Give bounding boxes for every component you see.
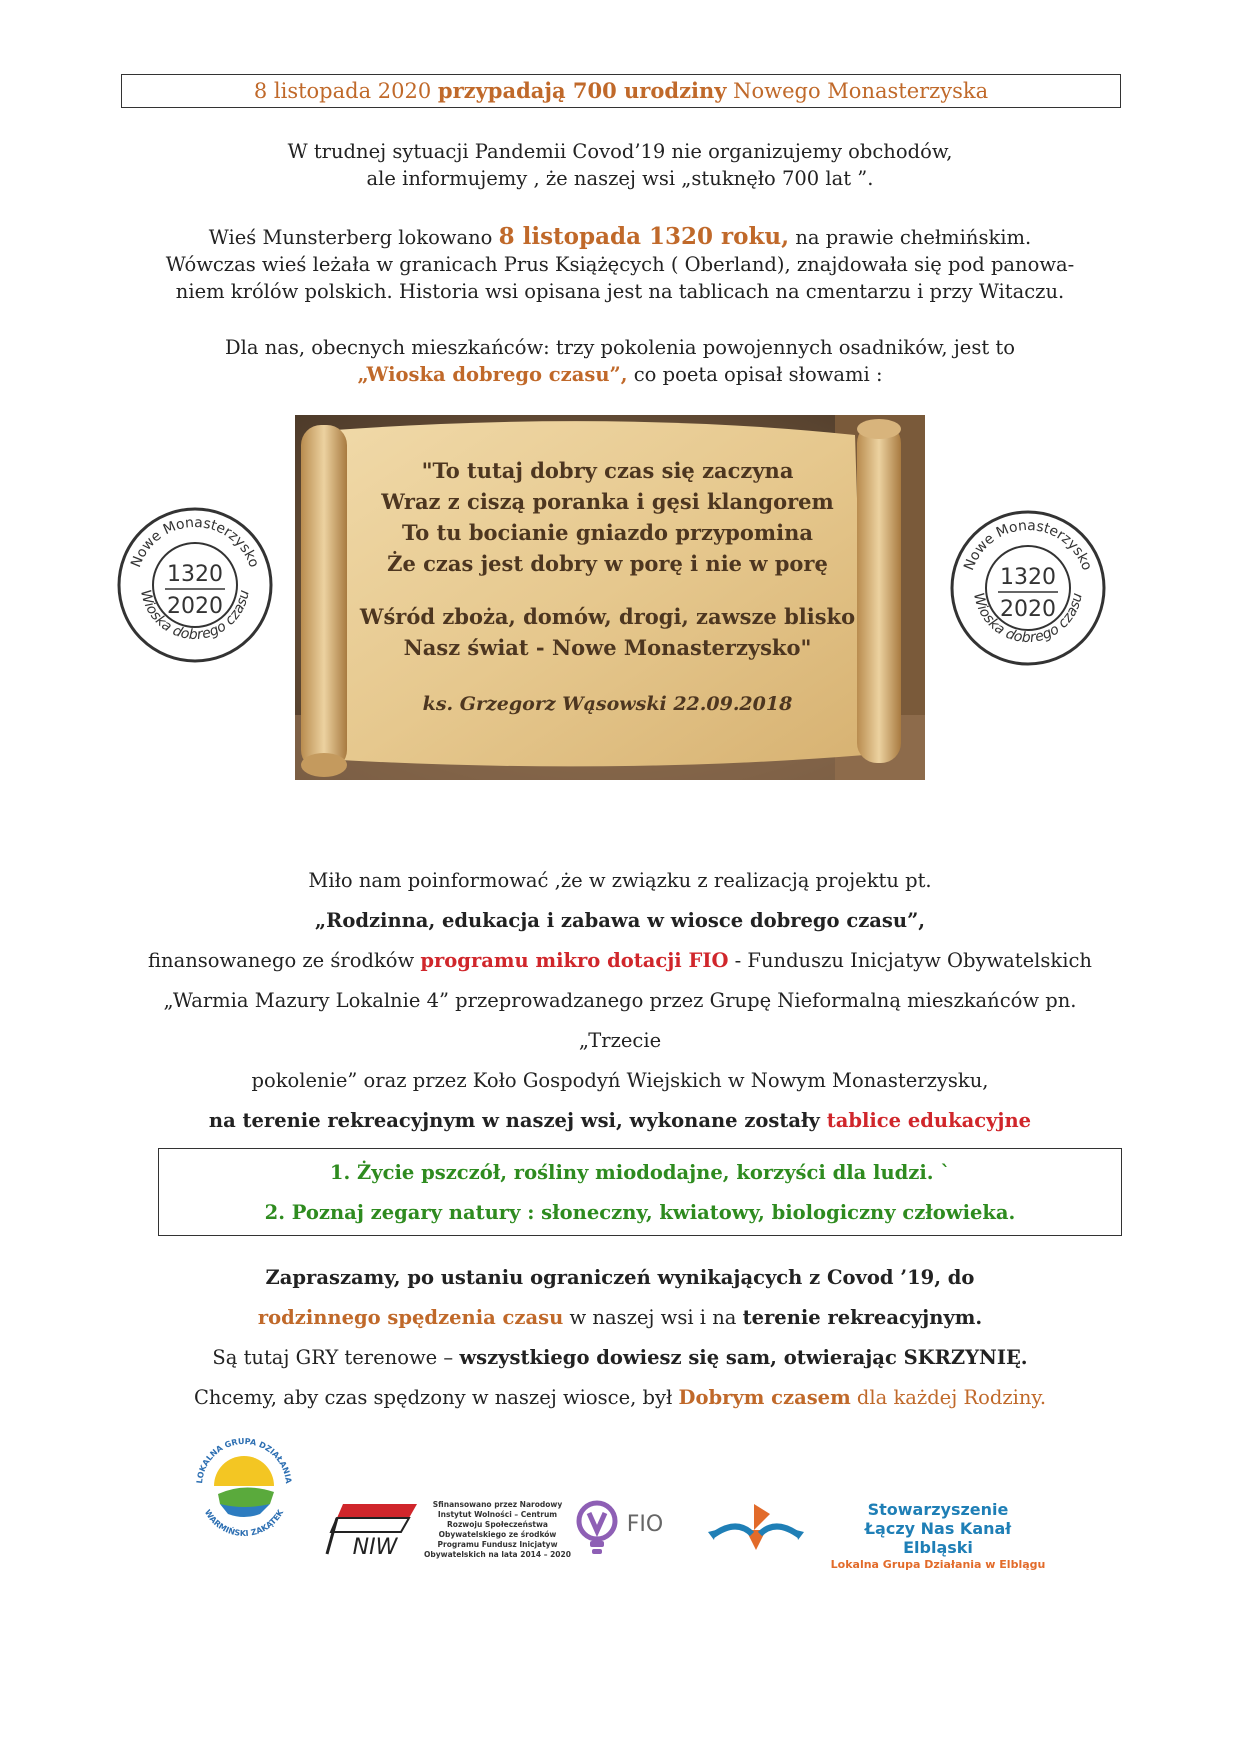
- stamp-bottom-text: Wioska dobrego czasu: [970, 591, 1086, 647]
- title-date: 8 listopada 2020: [253, 79, 438, 103]
- project-title: „Rodzinna, edukacja i zabawa w wiosce dobrego czasu”,: [314, 909, 926, 932]
- info-line-1: Miło nam poinformować ,że w związku z realizacją projektu pt.: [308, 869, 932, 892]
- invite-line-4: [120, 1378, 1120, 1418]
- residents-line-2: [120, 361, 1120, 388]
- info-line-3-post: - Funduszu Inicjatyw Obywatelskich: [728, 949, 1092, 972]
- niw-logo: [325, 1500, 425, 1558]
- history-line-1: [120, 223, 1120, 251]
- invite-line-2: [120, 1298, 1120, 1338]
- village-stamp-left: [115, 505, 275, 665]
- stamp-year-2: 2020: [167, 594, 223, 619]
- kanal-elblaski-emblem: [706, 1500, 806, 1555]
- info-line-5: pokolenie” oraz przez Koło Gospodyń Wiejskich w Nowym Monasterzysku,: [251, 1069, 989, 1092]
- invite-line-2-mid: w naszej wsi i na: [563, 1306, 743, 1329]
- invite-recreation-area: terenie rekreacyjnym.: [742, 1306, 983, 1329]
- stamp-year-2: 2020: [1000, 597, 1056, 622]
- project-info: [120, 861, 1120, 1141]
- title-anniversary: przypadają 700 urodziny: [437, 78, 727, 103]
- residents-paragraph: [120, 334, 1120, 388]
- stamp-bottom-text: Wioska dobrego czasu: [137, 588, 253, 644]
- invite-good-time: Dobrym czasem: [678, 1386, 851, 1409]
- fio-label: FIO: [626, 1512, 664, 1537]
- history-line-3: niem królów polskich. Historia wsi opisana jest na tablicach na cmentarzu i przy Witaczu.: [175, 280, 1065, 303]
- info-line-3-pre: finansowanego ze środków: [148, 949, 421, 972]
- poem-author: ks. Grzegorz Wąsowski 22.09.2018: [422, 693, 793, 715]
- invite-games: wszystkiego dowiesz się sam, otwierając SKRZYNIĘ.: [459, 1346, 1028, 1369]
- lgd-top-text: LOKALNA GRUPA DZIAŁANIA: [195, 1436, 293, 1484]
- stow-line-3: Lokalna Grupa Działania w Elblągu: [830, 1558, 1046, 1571]
- stamp-year-1: 1320: [167, 562, 223, 587]
- poem-line: Wśród zboża, domów, drogi, zawsze blisko: [359, 604, 856, 629]
- poem-line: Nasz świat - Nowe Monasterzysko": [403, 635, 812, 660]
- poem-line: To tu bocianie gniazdo przypomina: [402, 520, 813, 545]
- residents-line-1: Dla nas, obecnych mieszkańców: trzy pokolenia powojennych osadników, jest to: [225, 336, 1015, 359]
- intro-line-2: ale informujemy , że naszej wsi „stuknęło 700 lat ”.: [366, 167, 874, 190]
- info-line-3: [120, 941, 1120, 981]
- invite-line-3-pre: Są tutaj GRY terenowe –: [212, 1346, 460, 1369]
- niw-label: NIW: [352, 1535, 398, 1558]
- history-post: na prawie chełmińskim.: [789, 226, 1032, 249]
- educational-boards: tablice edukacyjne: [826, 1109, 1032, 1132]
- topic-item: 2. Poznaj zegary natury : słoneczny, kwiatowy, biologiczny człowieka.: [264, 1201, 1016, 1224]
- stow-line-2: Łączy Nas Kanał Elbląski: [864, 1519, 1012, 1557]
- niw-funding-text: Sfinansowano przez Narodowy Instytut Wolności – Centrum Rozwoju Społeczeństwa Obywatelskiego ze środków Programu Fundusz Inicjatyw Obywatelskich na lata 2014 – 2020: [424, 1500, 571, 1559]
- lgd-warminski-zakatek-logo: [190, 1432, 298, 1540]
- poem-line: "To tutaj dobry czas się zaczyna: [421, 458, 794, 483]
- history-paragraph: [120, 223, 1120, 305]
- fio-program: programu mikro dotacji FIO: [420, 949, 729, 972]
- stow-line-1: Stowarzyszenie: [867, 1500, 1009, 1519]
- invitation: [120, 1258, 1120, 1418]
- title-village: Nowego Monasterzyska: [726, 79, 989, 103]
- topics-box: [158, 1148, 1122, 1236]
- invite-line-4-pre: Chcemy, aby czas spędzony w naszej wiosce, był: [193, 1386, 679, 1409]
- intro-paragraph: [120, 138, 1120, 192]
- info-line-4: „Warmia Mazury Lokalnie 4” przeprowadzanego przez Grupę Nieformalną mieszkańców pn. „Trzecie: [163, 989, 1077, 1052]
- poem-line: Że czas jest dobry w porę i nie w porę: [387, 551, 828, 576]
- info-line-6-pre: na terenie rekreacyjnym w naszej wsi, wykonane zostały: [208, 1109, 827, 1132]
- village-stamp-right: [948, 508, 1108, 668]
- residents-post: co poeta opisał słowami :: [627, 363, 883, 386]
- founding-date: 8 listopada 1320 roku,: [498, 223, 790, 250]
- history-pre: Wieś Munsterberg lokowano: [208, 226, 499, 249]
- invite-family-time: rodzinnego spędzenia czasu: [257, 1306, 564, 1329]
- info-line-6: [120, 1101, 1120, 1141]
- poem-text: [330, 455, 885, 720]
- stowarzyszenie-logo-text: [828, 1500, 1048, 1573]
- stamp-top-text: Nowe Monasterzysko: [128, 514, 262, 570]
- topic-item: 1. Życie pszczół, rośliny miododajne, korzyści dla ludzi. `: [329, 1161, 951, 1184]
- title-box: [121, 74, 1121, 108]
- intro-line-1: W trudnej sytuacji Pandemii Covod’19 nie organizujemy obchodów,: [287, 140, 953, 163]
- invite-line-3: [120, 1338, 1120, 1378]
- village-quote: „Wioska dobrego czasu”,: [357, 363, 628, 386]
- lgd-bottom-text: WARMIŃSKI ZAKĄTEK: [202, 1508, 286, 1539]
- stamp-year-1: 1320: [1000, 565, 1056, 590]
- invite-line-4-post: dla każdej Rodziny.: [850, 1386, 1047, 1409]
- fio-logo: [575, 1497, 675, 1559]
- history-line-2: Wówczas wieś leżała w granicach Prus Książęcych ( Oberland), znajdowała się pod panowa-: [165, 253, 1075, 276]
- stamp-top-text: Nowe Monasterzysko: [961, 517, 1095, 573]
- poem-line: Wraz z ciszą poranka i gęsi klangorem: [381, 489, 834, 514]
- invite-line-1: Zapraszamy, po ustaniu ograniczeń wynikających z Covod ’19, do: [265, 1266, 975, 1289]
